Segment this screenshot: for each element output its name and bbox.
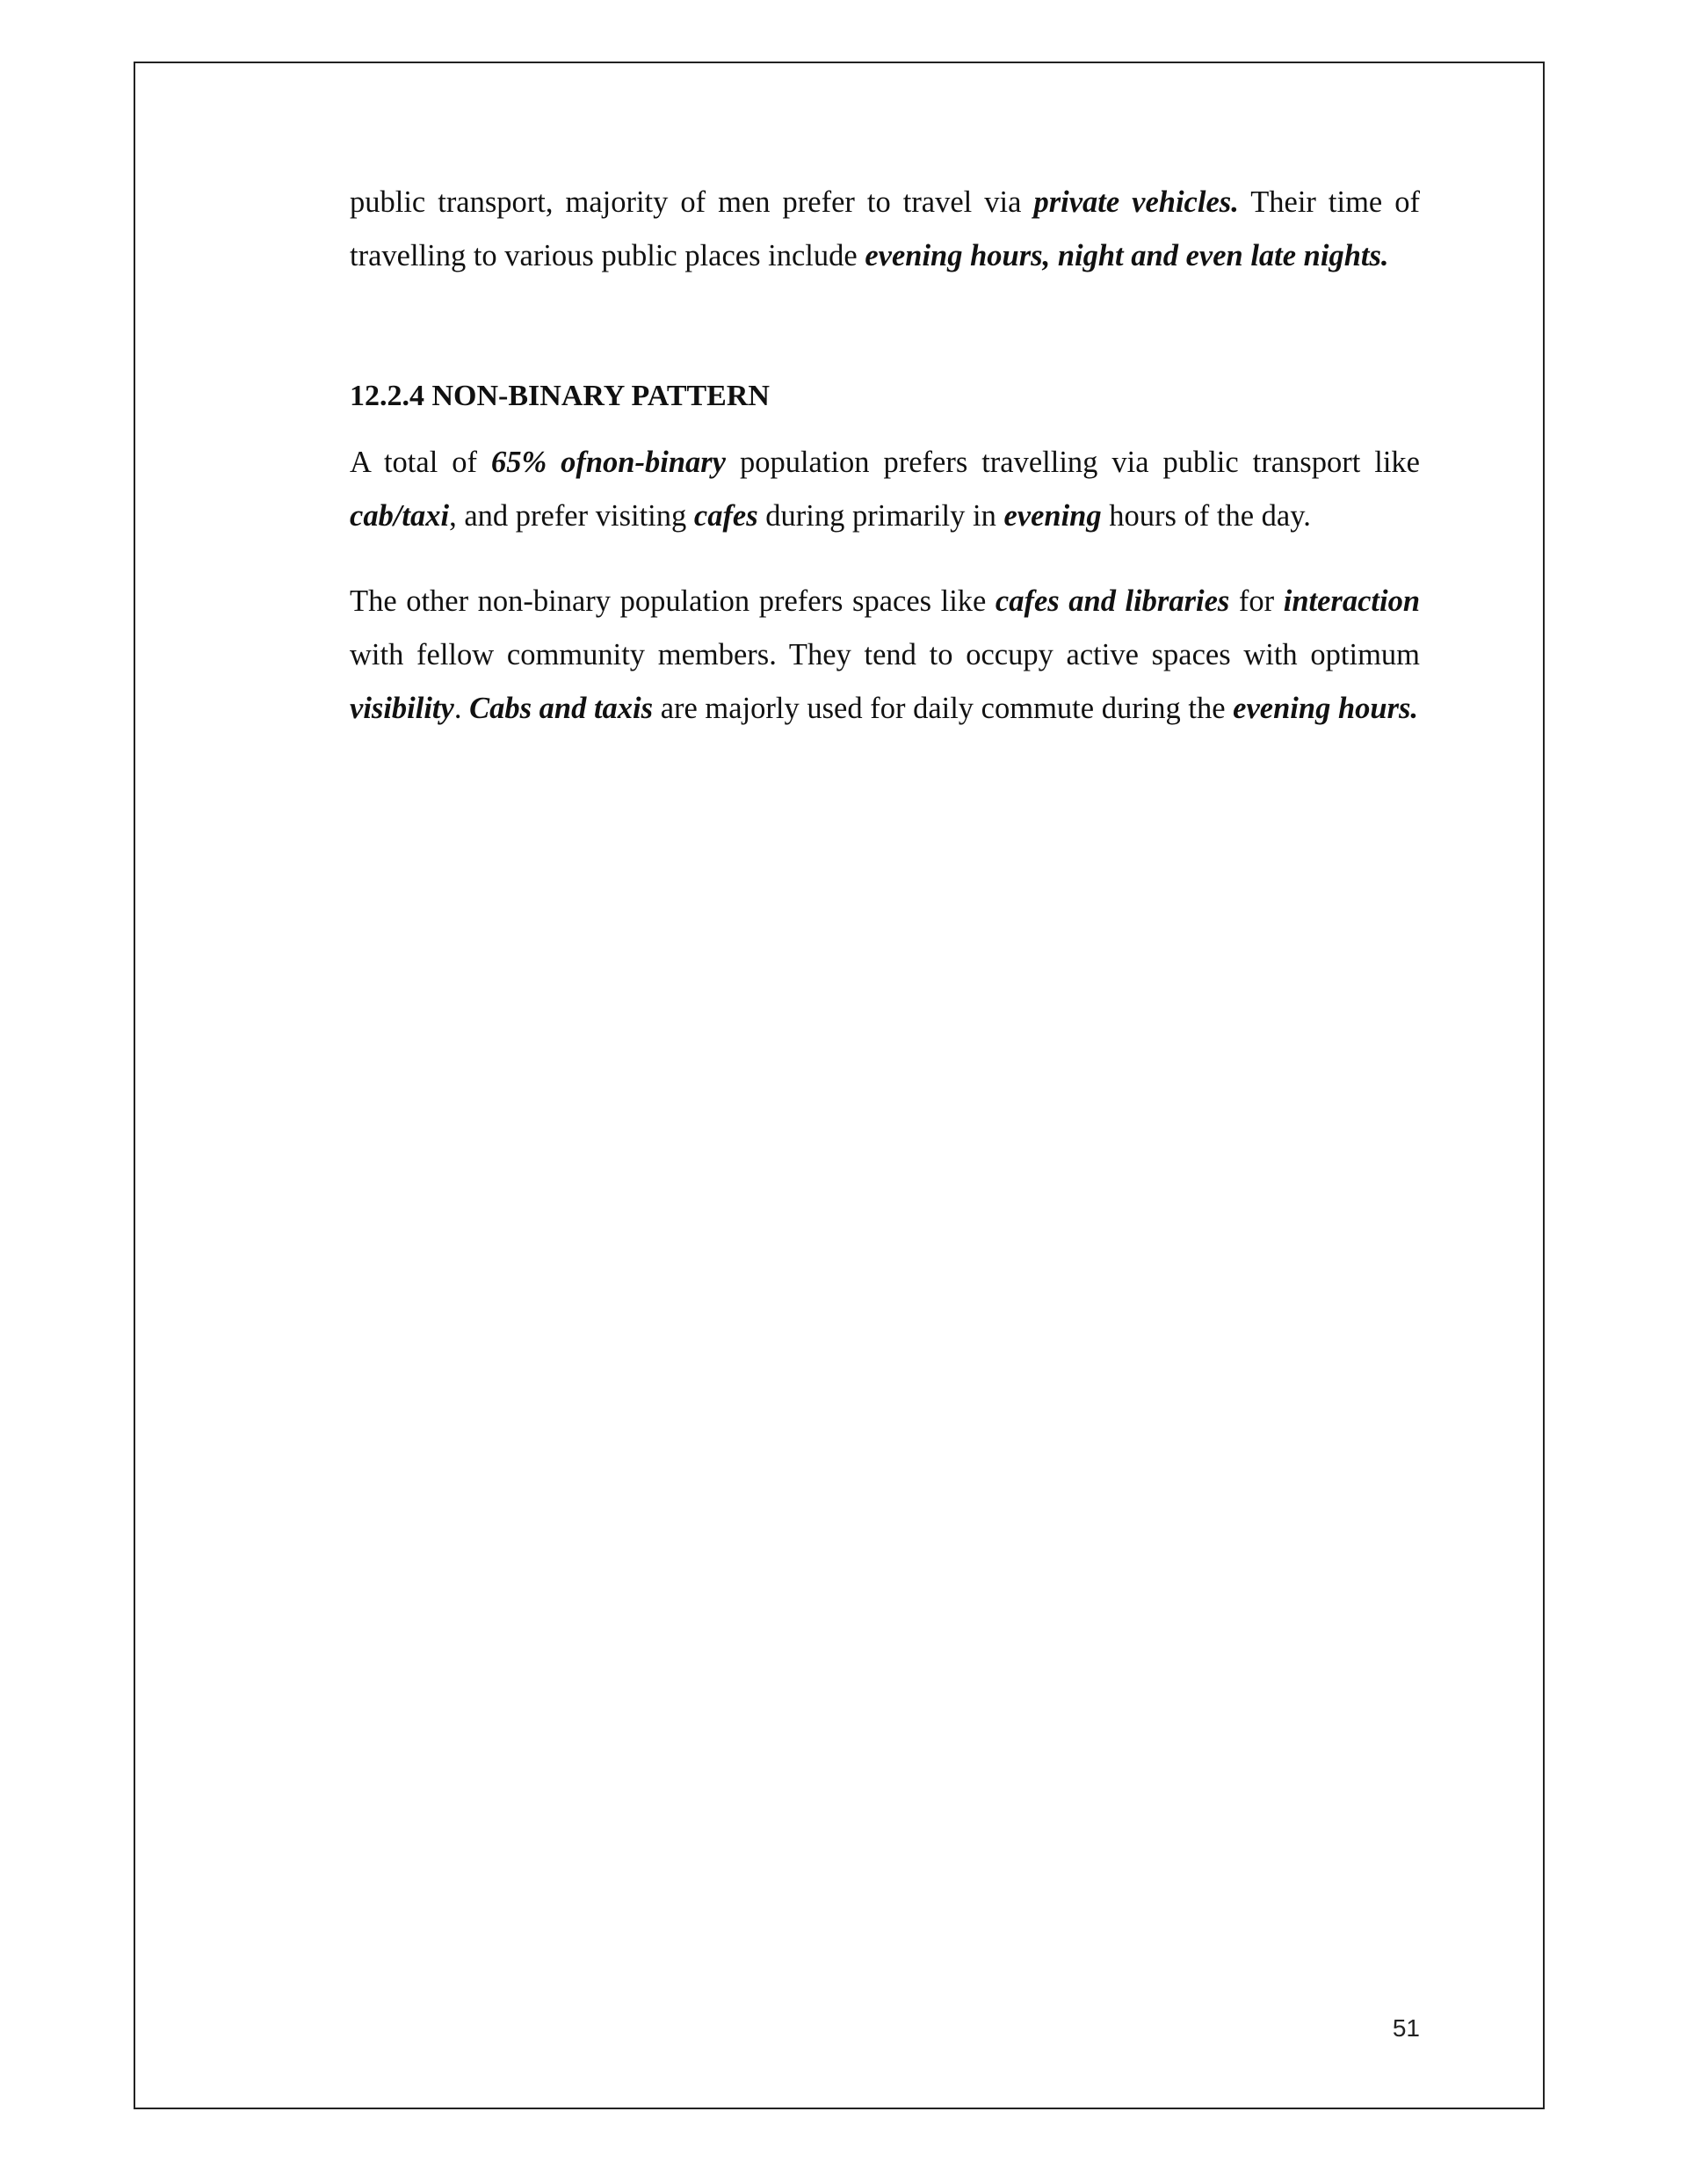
emphasis-evening-hours-nights: evening hours, night and even late nights. — [865, 239, 1389, 272]
emphasis-cab-taxi: cab/taxi — [350, 499, 450, 533]
paragraph-non-binary-total — [350, 436, 1420, 543]
page-number: 51 — [1392, 2014, 1420, 2042]
emphasis-evening: evening — [1003, 499, 1102, 533]
text-run: for — [1229, 584, 1284, 618]
paragraph-non-binary-other — [350, 575, 1420, 736]
text-run: are majorly used for daily commute during the — [653, 692, 1234, 725]
text-run: The other non-binary population prefers spaces like — [350, 584, 996, 618]
paragraph-continuation — [350, 176, 1420, 283]
emphasis-interaction: interaction — [1283, 584, 1421, 618]
section-heading: 12.2.4 NON-BINARY PATTERN — [350, 380, 770, 412]
text-run: during primarily in — [757, 499, 1004, 533]
text-run: , and prefer visiting — [449, 499, 694, 533]
page-content — [350, 176, 1420, 736]
text-run: . — [453, 692, 470, 725]
emphasis-private-vehicles: private vehicles. — [1033, 185, 1239, 219]
text-run: hours of the day. — [1101, 499, 1311, 533]
emphasis-visibility: visibility — [350, 692, 454, 725]
emphasis-cafes: cafes — [693, 499, 758, 533]
text-run: population prefers travelling via public transport like — [726, 446, 1420, 479]
text-run: A total of — [350, 446, 491, 479]
text-run: Their time of travelling to various public places include — [350, 185, 1420, 272]
emphasis-cafes-libraries: cafes and libraries — [995, 584, 1230, 618]
text-run: with fellow community members. They tend to occupy active spaces with optimum — [350, 638, 1420, 671]
text-run: public transport, majority of men prefer to travel via — [350, 185, 1034, 219]
emphasis-cabs-taxis: Cabs and taxis — [469, 692, 654, 725]
emphasis-65-percent: 65% ofnon-binary — [490, 446, 726, 479]
emphasis-evening-hours: evening hours. — [1233, 692, 1419, 725]
